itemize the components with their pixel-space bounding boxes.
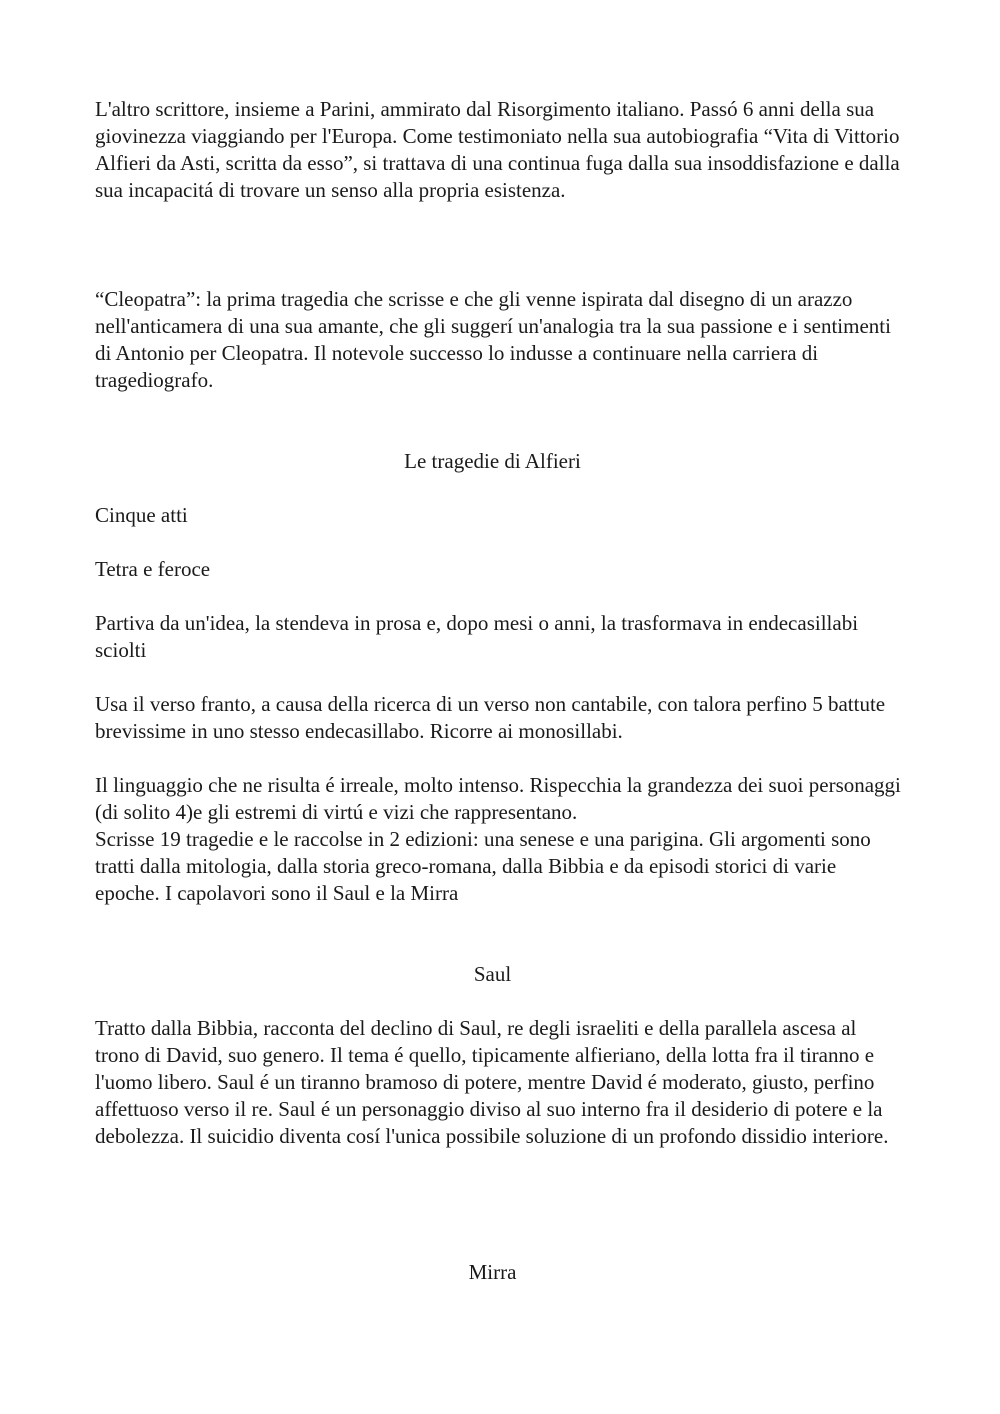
tragedie-item-metodo: Partiva da un'idea, la stendeva in prosa e, dopo mesi o anni, la trasformava in endecasillabi sciolti [95,611,859,662]
tragedie-heading: Le tragedie di Alfieri [404,449,581,473]
tragedie-item-linguaggio: Il linguaggio che ne risulta é irreale, molto intenso. Rispecchia la grandezza dei suoi personaggi (di solito 4)e gli estremi di virtú e vizi che rappresentano. [95,773,901,824]
tragedie-item-edizioni: Scrisse 19 tragedie e le raccolse in 2 edizioni: una senese e una parigina. Gli argomenti sono tratti dalla mitologia, dalla storia greco-romana, dalla Bibbia e da episodi storici di varie epoche. I capolavori sono il Saul e la Mirra [95,827,871,905]
cleopatra-paragraph: “Cleopatra”: la prima tragedia che scrisse e che gli venne ispirata dal disegno di un arazzo nell'anticamera di una sua amante, che gli suggerí un'analogia tra la sua passione e i sentimenti di Antonio per Cleopatra. Il notevole successo lo indusse a continuare nella carriera di tragediografo. [95,287,891,392]
intro-paragraph: L'altro scrittore, insieme a Parini, ammirato dal Risorgimento italiano. Passó 6 anni della sua giovinezza viaggiando per l'Europa. Come testimoniato nella sua autobiografia “Vita di Vittorio Alfieri da Asti, scritta da esso”, si trattava di una continua fuga dalla sua insoddisfazione e dalla sua incapacitá di trovare un senso alla propria esistenza. [95,97,900,202]
tragedie-item-atti: Cinque atti [95,503,188,527]
saul-heading: Saul [473,962,512,986]
tragedie-item-tono: Tetra e feroce [95,557,211,581]
mirra-heading: Mirra [468,1260,517,1284]
saul-paragraph: Tratto dalla Bibbia, racconta del declino di Saul, re degli israeliti e della parallela ascesa al trono di David, suo genero. Il tema é quello, tipicamente alfieriano, della lotta fra il tiranno e l'uomo libero. Saul é un tiranno bramoso di potere, mentre David é moderato, giusto, perfino affettuoso verso il re. Saul é un personaggio diviso al suo interno fra il desiderio di potere e la debolezza. Il suicidio diventa cosí l'unica possibile soluzione di un profondo dissidio interiore. [95,1016,889,1148]
tragedie-item-verso: Usa il verso franto, a causa della ricerca di un verso non cantabile, con talora perfino 5 battute brevissime in uno stesso endecasillabo. Ricorre ai monosillabi. [95,692,886,743]
